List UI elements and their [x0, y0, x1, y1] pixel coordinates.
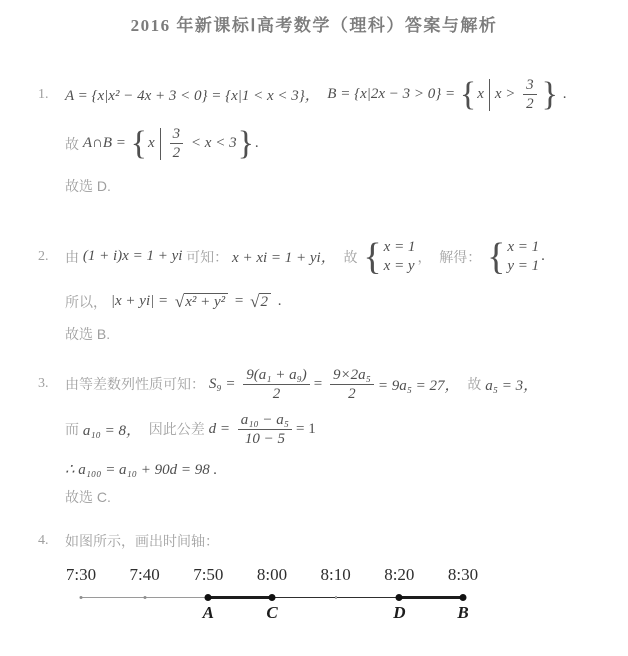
text-run: 故 [65, 135, 83, 152]
denominator: 2 [272, 385, 281, 402]
math-run: . [273, 293, 282, 309]
point-label-a: A [202, 602, 214, 622]
math-run: x = 1 [507, 239, 540, 255]
answer-choice-text: 故选 B. [65, 325, 111, 342]
numerator: 9(a₁ + a₉) [243, 366, 310, 385]
text-run: 由等差数列性质可知： [65, 376, 209, 392]
time-tick-label: 7:50 [193, 564, 224, 584]
math-run: B = {x|2x − 3 > 0} = [327, 86, 459, 102]
math-run: ∴ a₁₀₀ = a₁₀ + 90d = 98 . [65, 461, 218, 478]
radical-sign: √ [250, 291, 260, 311]
math-run: (1 + i)x = 1 + yi [82, 248, 187, 265]
time-tick-label: 8:00 [256, 564, 288, 584]
point-label-c: C [266, 602, 278, 622]
axis-dot-830 [460, 594, 467, 601]
text-run: 可知： [186, 248, 233, 265]
text-run: 而 [65, 421, 83, 437]
math-run: x > [494, 86, 520, 102]
cases-rows [384, 238, 416, 276]
problem-1-line-2 [38, 125, 606, 162]
problem-3-line-3 [38, 460, 606, 479]
math-run: = 9a₅ = 27， [377, 377, 460, 394]
time-tick-label: 8:10 [320, 564, 351, 584]
denominator: 2 [172, 145, 181, 161]
time-tick-label: 8:30 [447, 564, 479, 584]
axis-dot-730 [80, 596, 83, 599]
timeline-figure [65, 564, 479, 627]
radicand: x² + y² [184, 293, 228, 311]
numerator: a₁₀ − a₅ [238, 411, 292, 430]
equation-system: { x = 1 x = y [363, 235, 416, 278]
text-run: 故 [459, 376, 486, 392]
problem-1-line-1 [38, 76, 606, 113]
math-run: x [148, 135, 155, 151]
math-run: = 1 [296, 420, 316, 437]
radicand: 2 [259, 293, 271, 311]
problem-3-line-2 [38, 411, 606, 448]
fraction [243, 366, 310, 403]
denominator: 10 − 5 [244, 430, 285, 447]
text-run: 故 [335, 248, 362, 265]
math-run: . [558, 86, 567, 102]
problem-2-line-2 [38, 292, 606, 312]
math-run: y = 1 [507, 257, 540, 274]
page-title: 2016 年新课标Ⅰ高考数学（理科）答案与解析 [130, 16, 498, 35]
text-run: 所以， [65, 293, 111, 310]
problem-3-number: 3. [38, 376, 49, 391]
axis-dot-820 [396, 594, 403, 601]
problem-1-number: 1. [38, 86, 49, 102]
axis-dot-800 [269, 594, 276, 601]
axis-segment-d-to-b [399, 596, 463, 599]
math-run: a₅ = 3， [485, 377, 539, 394]
answer-choice-text: 故选 D. [65, 178, 111, 194]
problem-2-answer [38, 324, 606, 344]
text-run: 如图所示，画出时间轴： [65, 532, 219, 549]
math-run: x = 1 [383, 239, 416, 255]
fraction [330, 366, 374, 403]
cases-rows [507, 238, 539, 276]
axis-dot-750 [205, 594, 212, 601]
problem-1-answer [38, 176, 606, 196]
text-run: 因此公差 [140, 421, 209, 437]
math-run: A = {x|x² − 4x + 3 < 0} = {x|1 < x < 3}， [65, 88, 328, 104]
problem-4-number: 4. [38, 532, 49, 548]
time-tick-label: 8:20 [384, 564, 415, 584]
problem-3-line-1 [38, 366, 606, 403]
axis-tick-810 [335, 596, 337, 599]
equation-system: { x = 1 y = 1 [487, 235, 540, 278]
fraction [523, 76, 537, 113]
axis-segment-a-to-c [208, 596, 272, 599]
math-run: . [254, 135, 259, 151]
math-run: A∩B = [82, 135, 130, 151]
math-run: = [231, 293, 248, 309]
math-run: a₁₀ = 8， [82, 422, 141, 439]
fraction [170, 125, 184, 162]
numerator: 3 [523, 76, 537, 95]
denominator: 2 [348, 385, 356, 402]
text-run: ， 解得： [417, 248, 486, 265]
answer-choice-text: 故选 C. [65, 488, 111, 505]
radical-sign: √ [174, 291, 185, 311]
text-run: 由 [65, 248, 83, 265]
fraction [238, 411, 292, 448]
problem-3-answer [38, 487, 606, 507]
set-expression: { x x > $\frac{3}{2}$ } [459, 75, 558, 113]
set-divider-bar [489, 79, 490, 111]
time-tick-label: 7:40 [129, 564, 160, 584]
math-run: . [541, 248, 545, 265]
time-tick-label: 7:30 [65, 564, 97, 584]
problem-2-line-1 [38, 235, 606, 278]
math-run: x [477, 86, 484, 102]
math-run: x = y [383, 257, 415, 274]
math-run: S₉ = [208, 375, 240, 392]
sqrt-expression [250, 293, 271, 311]
set-divider-bar [160, 128, 161, 160]
numerator: 9×2a₅ [330, 366, 374, 385]
math-run: d = [208, 420, 234, 437]
denominator: 2 [526, 96, 534, 112]
math-run: < x < 3 [187, 135, 237, 151]
axis-dot-740 [143, 596, 146, 599]
math-run: = [313, 375, 326, 392]
problem-2-number: 2. [38, 248, 49, 264]
point-label-d: D [393, 602, 406, 622]
set-expression: { x $\frac{3}{2}$ < x < 3 } [130, 124, 254, 162]
numerator: 3 [170, 125, 184, 144]
problem-4-line-1 [38, 531, 606, 551]
sqrt-expression [175, 293, 228, 311]
math-run: |x + yi| = [110, 293, 172, 309]
math-run: x + xi = 1 + yi， [232, 250, 336, 267]
point-label-b: B [457, 602, 469, 622]
